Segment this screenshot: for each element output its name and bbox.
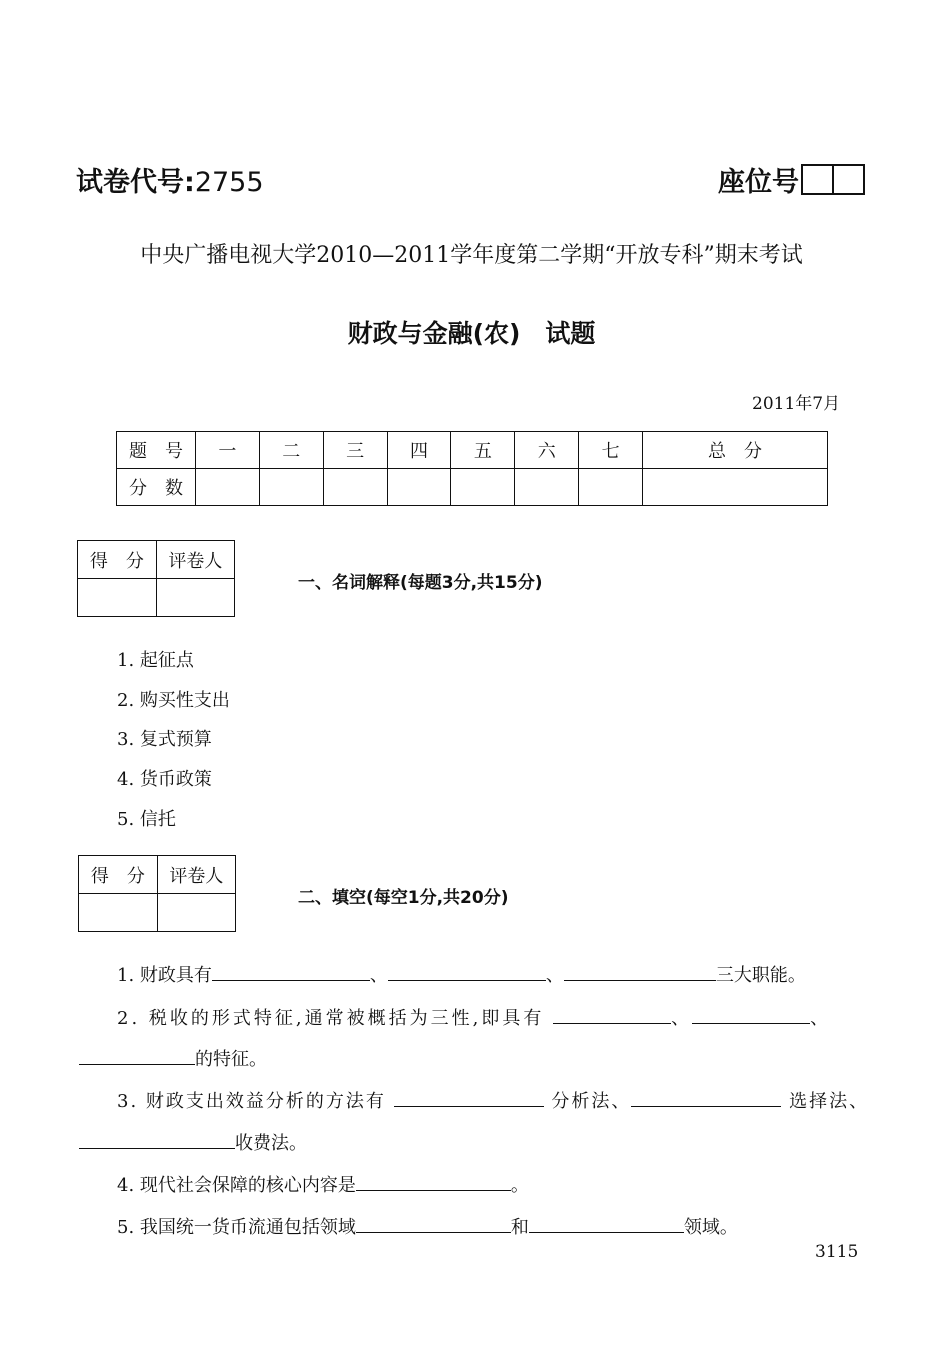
score-cell <box>643 469 828 506</box>
question-text: 1. 财政具有 <box>117 965 212 986</box>
question-text: 分析法、 <box>551 1091 632 1112</box>
answer-blank[interactable] <box>356 1231 511 1233</box>
score-table-header-cell: 三 <box>323 432 387 469</box>
section-title: 二、填空(每空1分,共20分) <box>298 888 509 908</box>
fill-question-4 <box>117 1171 529 1197</box>
term-item: 5. 信托 <box>117 809 176 830</box>
grader-score-label: 得 分 <box>78 541 157 579</box>
fill-question-2-cont <box>79 1045 267 1071</box>
grader-name-cell <box>157 894 235 932</box>
question-text: 、 <box>545 965 564 986</box>
score-table-header-cell: 五 <box>451 432 515 469</box>
section-title: 一、名词解释(每题3分,共15分) <box>298 573 543 593</box>
answer-blank[interactable] <box>564 979 716 981</box>
page-number: 3115 <box>815 1242 859 1262</box>
score-table-header-cell: 题 号 <box>117 432 196 469</box>
seat-number-box <box>834 164 865 195</box>
answer-blank[interactable] <box>79 1147 235 1149</box>
score-cell <box>323 469 387 506</box>
question-text: 、 <box>810 1008 832 1029</box>
score-cell <box>579 469 643 506</box>
answer-blank[interactable] <box>394 1105 544 1107</box>
score-cell <box>259 469 323 506</box>
grader-name-label: 评卷人 <box>157 856 235 894</box>
grader-name-label: 评卷人 <box>156 541 234 579</box>
exam-code-label: 试卷代号: <box>76 167 195 198</box>
answer-blank[interactable] <box>631 1105 781 1107</box>
exam-title: 中央广播电视大学2010—2011学年度第二学期“开放专科”期末考试 <box>140 243 803 268</box>
question-text: 三大职能。 <box>715 965 806 986</box>
seat-number-label: 座位号 <box>718 167 799 198</box>
score-table-header-cell: 四 <box>387 432 451 469</box>
score-table-header-cell: 七 <box>579 432 643 469</box>
question-text: 3. 财政支出效益分析的方法有 <box>117 1091 386 1112</box>
answer-blank[interactable] <box>529 1231 684 1233</box>
question-text: 4. 现代社会保障的核心内容是 <box>117 1175 356 1196</box>
exam-code <box>76 160 264 199</box>
answer-blank[interactable] <box>212 979 370 981</box>
paper-title: 财政与金融(农) 试题 <box>347 319 596 348</box>
score-cell <box>196 469 260 506</box>
fill-question-5 <box>117 1213 738 1239</box>
answer-blank[interactable] <box>553 1022 671 1024</box>
term-item: 3. 复式预算 <box>117 729 212 750</box>
grader-score-cell <box>78 579 157 617</box>
fill-question-3 <box>117 1087 869 1113</box>
fill-question-3-cont <box>79 1129 307 1155</box>
seat-number-boxes <box>801 164 865 195</box>
score-cell <box>387 469 451 506</box>
score-table-header-cell: 总 分 <box>643 432 828 469</box>
seat-number <box>718 160 865 199</box>
question-text: 、 <box>369 965 388 986</box>
question-text: 2. 税收的形式特征,通常被概括为三性,即具有 <box>117 1008 545 1029</box>
answer-blank[interactable] <box>79 1063 195 1065</box>
grader-score-label: 得 分 <box>79 856 158 894</box>
term-item: 1. 起征点 <box>117 650 194 671</box>
score-table-score-row <box>117 469 828 506</box>
fill-question-2 <box>117 1004 831 1030</box>
score-table <box>116 431 828 506</box>
question-text: 收费法。 <box>235 1133 307 1154</box>
grader-box <box>78 855 236 932</box>
score-cell <box>515 469 579 506</box>
grader-score-cell <box>79 894 158 932</box>
score-cell <box>451 469 515 506</box>
exam-date: 2011年7月 <box>752 394 841 414</box>
answer-blank[interactable] <box>356 1189 511 1191</box>
grader-name-cell <box>156 579 234 617</box>
score-table-row-label: 分 数 <box>117 469 196 506</box>
question-text: 和 <box>510 1217 529 1238</box>
question-text: 的特征。 <box>195 1049 267 1070</box>
question-text: 5. 我国统一货币流通包括领域 <box>117 1217 356 1238</box>
term-item: 2. 购买性支出 <box>117 690 230 711</box>
exam-code-number: 2755 <box>194 167 264 198</box>
answer-blank[interactable] <box>692 1022 810 1024</box>
answer-blank[interactable] <box>388 979 546 981</box>
question-text: 。 <box>510 1175 529 1196</box>
score-table-header-cell: 六 <box>515 432 579 469</box>
score-table-header-cell: 二 <box>259 432 323 469</box>
fill-question-1 <box>117 961 806 987</box>
question-text: 、 <box>671 1008 693 1029</box>
question-text: 领域。 <box>683 1217 738 1238</box>
question-text: 选择法、 <box>789 1091 870 1112</box>
seat-number-box <box>801 164 834 195</box>
term-item: 4. 货币政策 <box>117 769 212 790</box>
score-table-header-cell: 一 <box>196 432 260 469</box>
grader-box <box>77 540 235 617</box>
score-table-header-row <box>117 432 828 469</box>
